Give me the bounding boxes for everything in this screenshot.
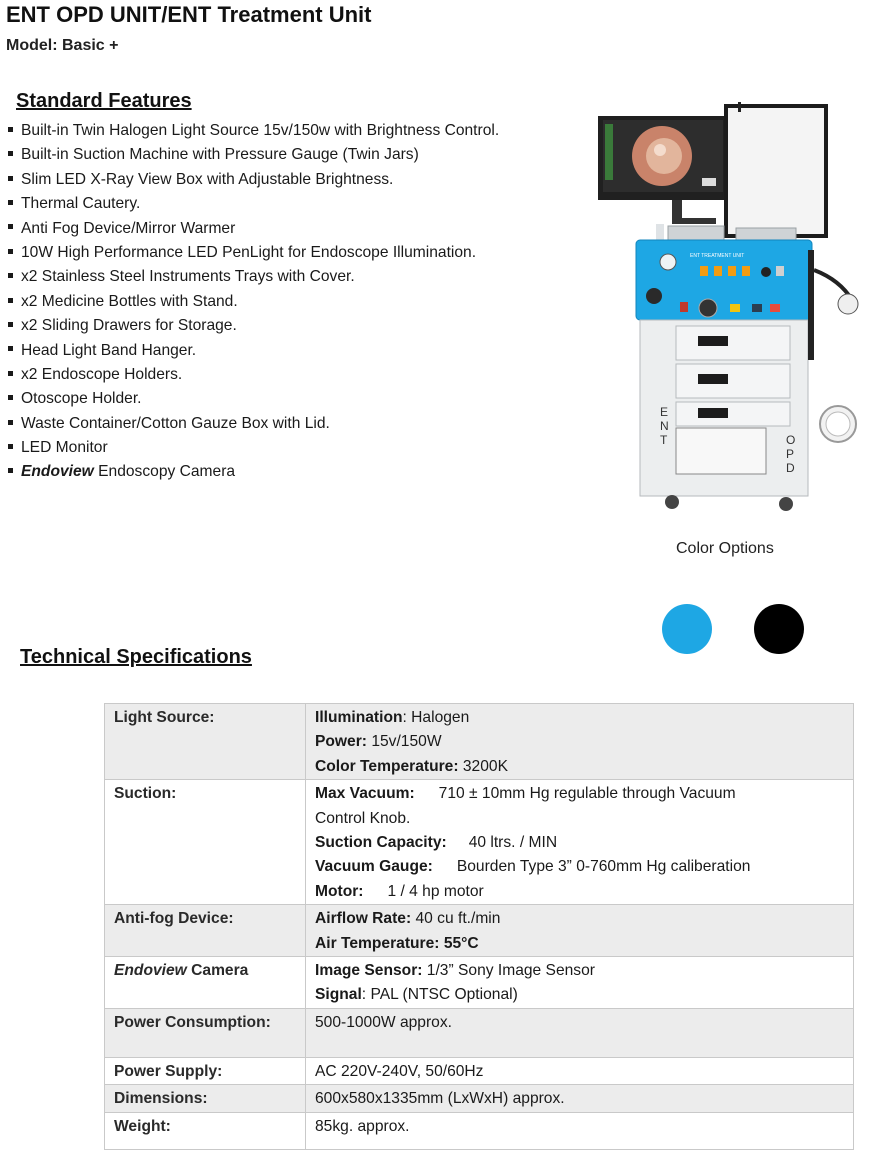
- feature-text: Otoscope Holder.: [21, 390, 142, 408]
- spec-key: Illumination: [315, 709, 403, 726]
- spec-key: Suction Capacity:: [315, 834, 447, 852]
- feature-item: [6, 143, 596, 167]
- bullet-icon: [8, 444, 13, 449]
- control-panel: [636, 240, 812, 320]
- feature-text: Endoscopy Camera: [93, 463, 236, 481]
- bullet-icon: [8, 176, 13, 181]
- spec-key: Power:: [315, 733, 367, 751]
- spec-text: Control Knob.: [315, 809, 411, 827]
- spec-text: 710 ± 10mm Hg regulable through Vacuum: [438, 785, 736, 803]
- spec-label: Weight:: [105, 1112, 306, 1149]
- spec-value: [306, 905, 854, 957]
- feature-item: [6, 314, 596, 338]
- svg-text:ENT TREATMENT UNIT: ENT TREATMENT UNIT: [690, 253, 745, 259]
- spec-row-camera: [105, 957, 854, 1009]
- spec-text: 55°C: [439, 934, 479, 952]
- feature-item: [6, 192, 596, 216]
- feature-item: [6, 119, 596, 143]
- technical-specifications-heading: Technical Specifications: [20, 646, 252, 668]
- spec-text: Bourden Type 3” 0-760mm Hg caliberation: [456, 858, 751, 876]
- spec-key: Max Vacuum:: [315, 785, 415, 803]
- feature-text: Built-in Twin Halogen Light Source 15v/150w with Brightness Control.: [21, 122, 500, 139]
- feature-item: [6, 290, 596, 314]
- xray-viewbox-icon: [726, 106, 826, 236]
- feature-item: [6, 217, 596, 241]
- spec-label: Power Supply:: [105, 1057, 306, 1084]
- feature-item: [6, 412, 596, 436]
- spec-label: [105, 957, 306, 1009]
- spec-label: Power Consumption:: [105, 1008, 306, 1057]
- bullet-icon: [8, 371, 13, 376]
- spec-table: [104, 703, 854, 1150]
- spec-value: [306, 957, 854, 1009]
- bullet-icon: [8, 273, 13, 278]
- feature-text: LED Monitor: [21, 439, 108, 457]
- bullet-icon: [8, 420, 13, 425]
- feature-text: Built-in Suction Machine with Pressure Gauge (Twin Jars): [21, 146, 419, 164]
- spec-row-light-source: [105, 704, 854, 780]
- svg-text:E: E: [660, 405, 669, 419]
- bullet-icon: [8, 298, 13, 303]
- spec-row-power-consumption: [105, 1008, 854, 1057]
- spec-text: 15v/150W: [367, 733, 442, 751]
- spec-row-anti-fog: [105, 905, 854, 957]
- svg-text:P: P: [786, 447, 795, 461]
- spec-row-power-supply: [105, 1057, 854, 1084]
- spec-value: 85kg. approx.: [306, 1112, 854, 1149]
- feature-text: 10W High Performance LED PenLight for Endoscope Illumination.: [21, 243, 477, 261]
- bullet-icon: [8, 395, 13, 400]
- bullet-icon: [8, 151, 13, 156]
- spec-text: : PAL (NTSC Optional): [361, 986, 518, 1004]
- spec-key: Color Temperature:: [315, 757, 459, 775]
- standard-features-heading: Standard Features: [16, 90, 192, 112]
- feature-text: Head Light Band Hanger.: [21, 341, 197, 359]
- bullet-icon: [8, 346, 13, 351]
- spec-label-brand: Endoview: [114, 962, 187, 980]
- spec-value: [306, 704, 854, 780]
- svg-text:N: N: [660, 419, 669, 433]
- color-options-label: Color Options: [676, 540, 774, 557]
- model-label: Model: Basic +: [6, 37, 119, 54]
- spec-value: AC 220V-240V, 50/60Hz: [306, 1057, 854, 1084]
- feature-item: [6, 339, 596, 363]
- spec-value: 500-1000W approx.: [306, 1008, 854, 1057]
- bullet-icon: [8, 468, 13, 473]
- feature-text: x2 Sliding Drawers for Storage.: [21, 317, 237, 335]
- spec-key: Air Temperature:: [315, 934, 440, 952]
- bullet-icon: [8, 224, 13, 229]
- feature-item: [6, 265, 596, 289]
- feature-text: Waste Container/Cotton Gauze Box with Lid.: [21, 414, 330, 432]
- feature-item: [6, 460, 596, 484]
- spec-label: Anti-fog Device:: [105, 905, 306, 957]
- feature-text: Slim LED X-Ray View Box with Adjustable Brightness.: [21, 170, 394, 188]
- feature-text: x2 Stainless Steel Instruments Trays with Cover.: [21, 268, 355, 286]
- spec-value: [306, 780, 854, 905]
- spec-value: 600x580x1335mm (LxWxH) approx.: [306, 1085, 854, 1112]
- spec-row-weight: [105, 1112, 854, 1149]
- spec-label: Dimensions:: [105, 1085, 306, 1112]
- spec-text: 1 / 4 hp motor: [387, 882, 484, 900]
- spec-text: 40 cu ft./min: [411, 910, 501, 928]
- feature-item: [6, 168, 596, 192]
- spec-label: Suction:: [105, 780, 306, 905]
- svg-text:D: D: [786, 461, 795, 475]
- feature-text: x2 Endoscope Holders.: [21, 365, 183, 383]
- spec-key: Motor:: [315, 882, 364, 900]
- svg-text:T: T: [660, 433, 668, 447]
- feature-item: [6, 363, 596, 387]
- spec-row-dimensions: [105, 1085, 854, 1112]
- bullet-icon: [8, 249, 13, 254]
- spec-text: 40 ltrs. / MIN: [468, 834, 558, 852]
- page-title: ENT OPD UNIT/ENT Treatment Unit: [6, 2, 372, 27]
- product-illustration: [590, 100, 875, 520]
- svg-text:O: O: [786, 433, 796, 447]
- spec-label-text: Camera: [186, 962, 249, 980]
- feature-text: Anti Fog Device/Mirror Warmer: [21, 219, 236, 237]
- bullet-icon: [8, 127, 13, 132]
- spec-label: Light Source:: [105, 704, 306, 780]
- color-swatch-black: [754, 604, 804, 654]
- spec-key: Vacuum Gauge:: [315, 858, 433, 876]
- bullet-icon: [8, 322, 13, 327]
- feature-item: [6, 387, 596, 411]
- spec-key: Signal: [315, 986, 362, 1004]
- spec-text: 3200K: [458, 757, 508, 775]
- bullet-icon: [8, 200, 13, 205]
- feature-text: Thermal Cautery.: [21, 195, 141, 213]
- feature-brand: Endoview: [21, 463, 94, 481]
- spec-text: 1/3” Sony Image Sensor: [422, 962, 595, 980]
- spec-text: : Halogen: [402, 709, 470, 726]
- feature-item: [6, 241, 596, 265]
- feature-item: [6, 436, 596, 460]
- spec-row-suction: [105, 780, 854, 905]
- feature-list: [6, 119, 596, 485]
- spec-key: Airflow Rate:: [315, 910, 412, 928]
- feature-text: x2 Medicine Bottles with Stand.: [21, 292, 238, 310]
- spec-key: Image Sensor:: [315, 962, 423, 980]
- color-swatch-blue: [662, 604, 712, 654]
